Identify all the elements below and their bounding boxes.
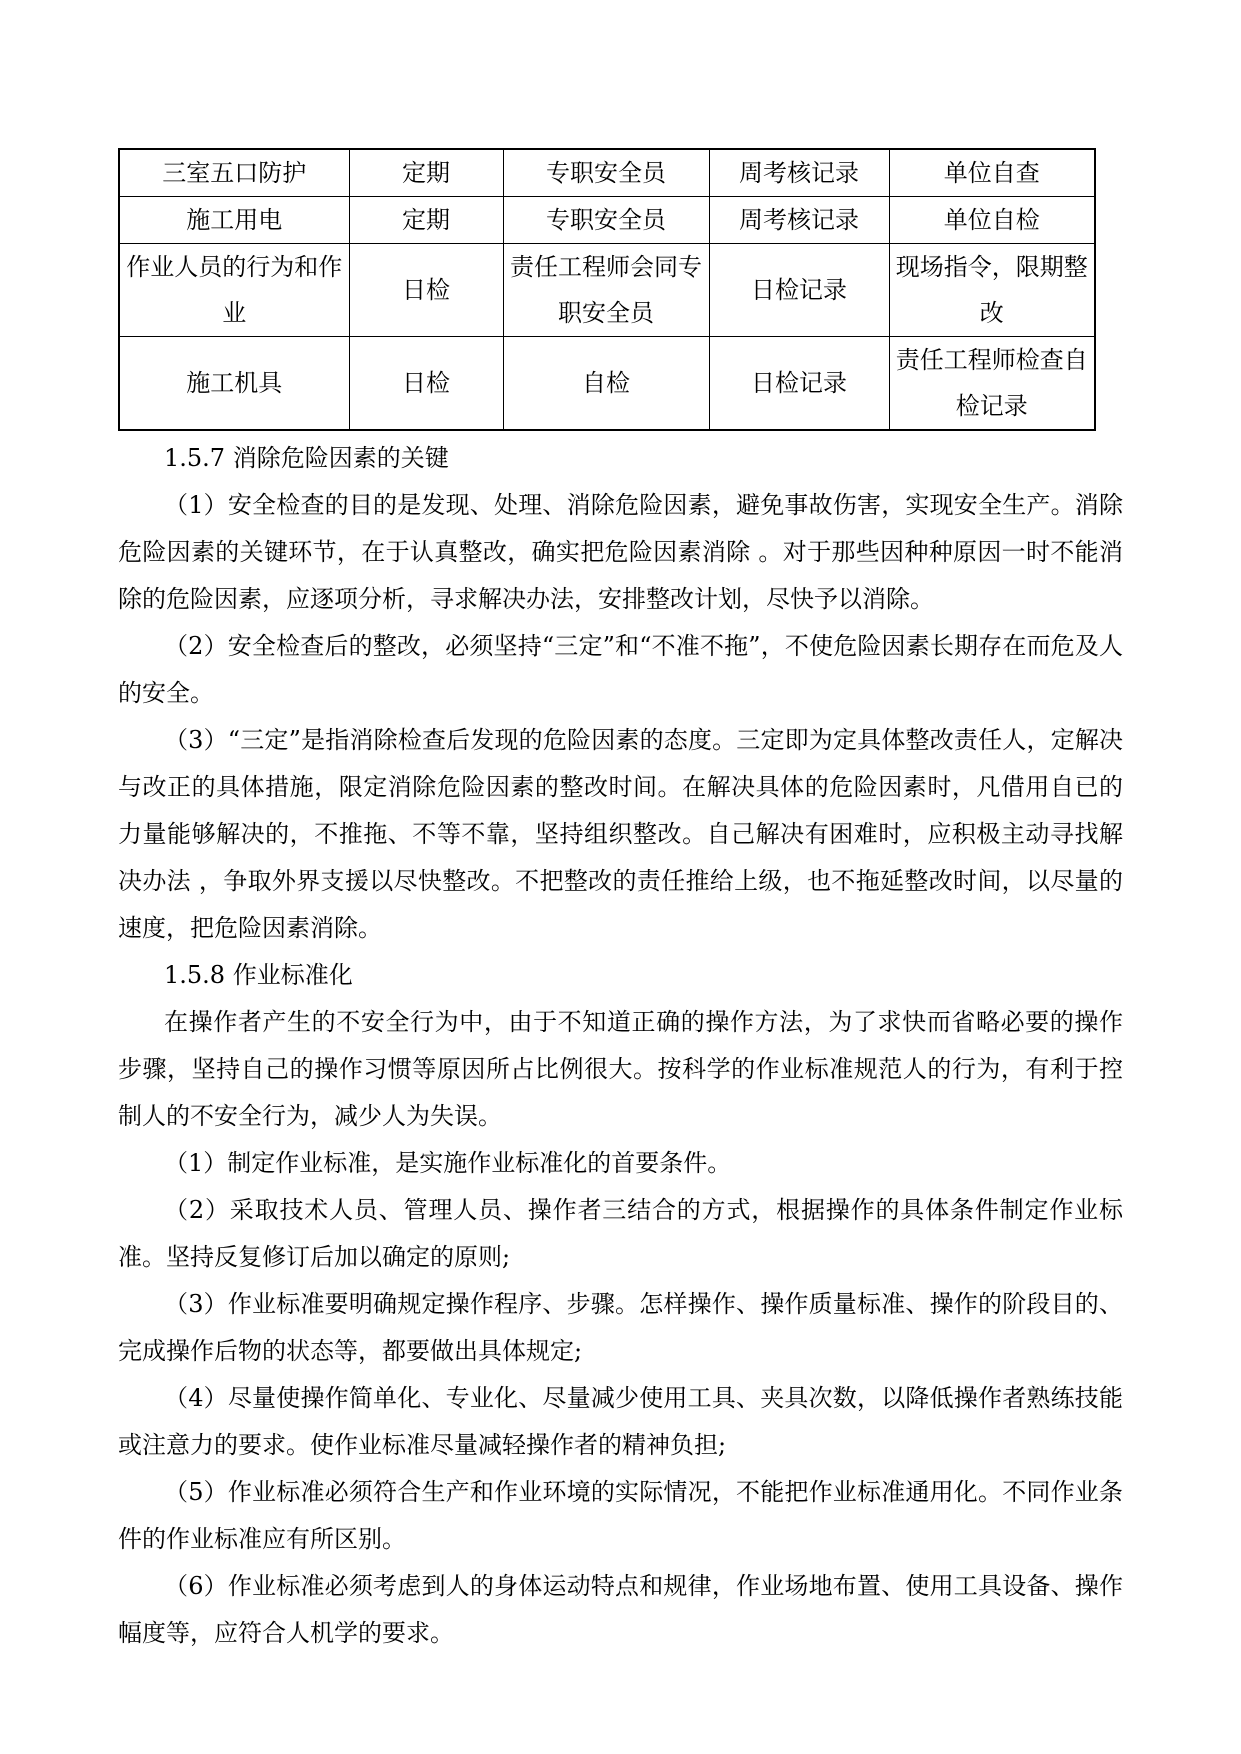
table-cell: 自检 xyxy=(503,337,709,431)
table-cell: 三室五口防护 xyxy=(119,149,349,197)
table-cell: 责任工程师会同专职安全员 xyxy=(503,244,709,337)
table-cell: 作业人员的行为和作业 xyxy=(119,244,349,337)
table-cell: 责任工程师检查自检记录 xyxy=(889,337,1095,431)
table-cell: 日检记录 xyxy=(709,244,889,337)
paragraph: （5）作业标准必须符合生产和作业环境的实际情况，不能把作业标准通用化。不同作业条件的作业标准应有所区别。 xyxy=(118,1478,1123,1553)
table-row xyxy=(119,197,1095,244)
paragraph: （4）尽量使操作简单化、专业化、尽量减少使用工具、夹具次数，以降低操作者熟练技能或注意力的要求。使作业标准尽量减轻操作者的精神负担; xyxy=(118,1384,1123,1459)
table-cell: 施工用电 xyxy=(119,197,349,244)
paragraph: （6）作业标准必须考虑到人的身体运动特点和规律，作业场地布置、使用工具设备、操作幅度等，应符合人机学的要求。 xyxy=(118,1572,1123,1647)
paragraph: （2）采取技术人员、管理人员、操作者三结合的方式，根据操作的具体条件制定作业标准。坚持反复修订后加以确定的原则; xyxy=(118,1196,1123,1271)
table-cell: 日检 xyxy=(349,244,503,337)
table-cell: 专职安全员 xyxy=(503,197,709,244)
table-row xyxy=(119,149,1095,197)
table-cell: 单位自查 xyxy=(889,149,1095,197)
paragraph: （3）“三定”是指消除检查后发现的危险因素的态度。三定即为定具体整改责任人，定解决与改正的具体措施，限定消除危险因素的整改时间。在解决具体的危险因素时，凡借用自已的力量能够解决的，不推拖、不等不靠，坚持组织整改。自己解决有困难时，应积极主动寻找解决办法 ，争取外界支援以尽快整改。不把整改的责任推给上级，也不拖延整改时间，以尽量的速度，把危险因素消除。 xyxy=(118,726,1123,942)
table-cell: 施工机具 xyxy=(119,337,349,431)
inspection-table xyxy=(118,148,1096,431)
table-cell: 周考核记录 xyxy=(709,149,889,197)
table-cell: 定期 xyxy=(349,149,503,197)
section-heading-1-5-8: 1.5.8 作业标准化 xyxy=(164,961,353,989)
table-row xyxy=(119,244,1095,337)
paragraph: （1）制定作业标准，是实施作业标准化的首要条件。 xyxy=(164,1149,732,1177)
paragraph: （2）安全检查后的整改，必须坚持“三定”和“不准不拖”，不使危险因素长期存在而危及人的安全。 xyxy=(118,632,1123,707)
table-cell: 周考核记录 xyxy=(709,197,889,244)
section-heading-1-5-7: 1.5.7 消除危险因素的关键 xyxy=(164,444,449,472)
table-cell: 专职安全员 xyxy=(503,149,709,197)
paragraph: （1）安全检查的目的是发现、处理、消除危险因素，避免事故伤害，实现安全生产。消除危险因素的关键环节，在于认真整改，确实把危险因素消除 。对于那些因种种原因一时不能消除的危险因素，应逐项分析，寻求解决办法，安排整改计划，尽快予以消除。 xyxy=(118,491,1123,613)
document-body xyxy=(118,435,1123,1657)
table-cell: 单位自检 xyxy=(889,197,1095,244)
paragraph: 在操作者产生的不安全行为中，由于不知道正确的操作方法，为了求快而省略必要的操作步骤，坚持自己的操作习惯等原因所占比例很大。按科学的作业标准规范人的行为，有利于控制人的不安全行为，减少人为失误。 xyxy=(118,1008,1123,1130)
table-cell: 日检 xyxy=(349,337,503,431)
table-cell: 定期 xyxy=(349,197,503,244)
table-row xyxy=(119,337,1095,431)
paragraph: （3）作业标准要明确规定操作程序、步骤。怎样操作、操作质量标准、操作的阶段目的、完成操作后物的状态等，都要做出具体规定; xyxy=(118,1290,1123,1365)
table-cell: 日检记录 xyxy=(709,337,889,431)
table-cell: 现场指令，限期整改 xyxy=(889,244,1095,337)
